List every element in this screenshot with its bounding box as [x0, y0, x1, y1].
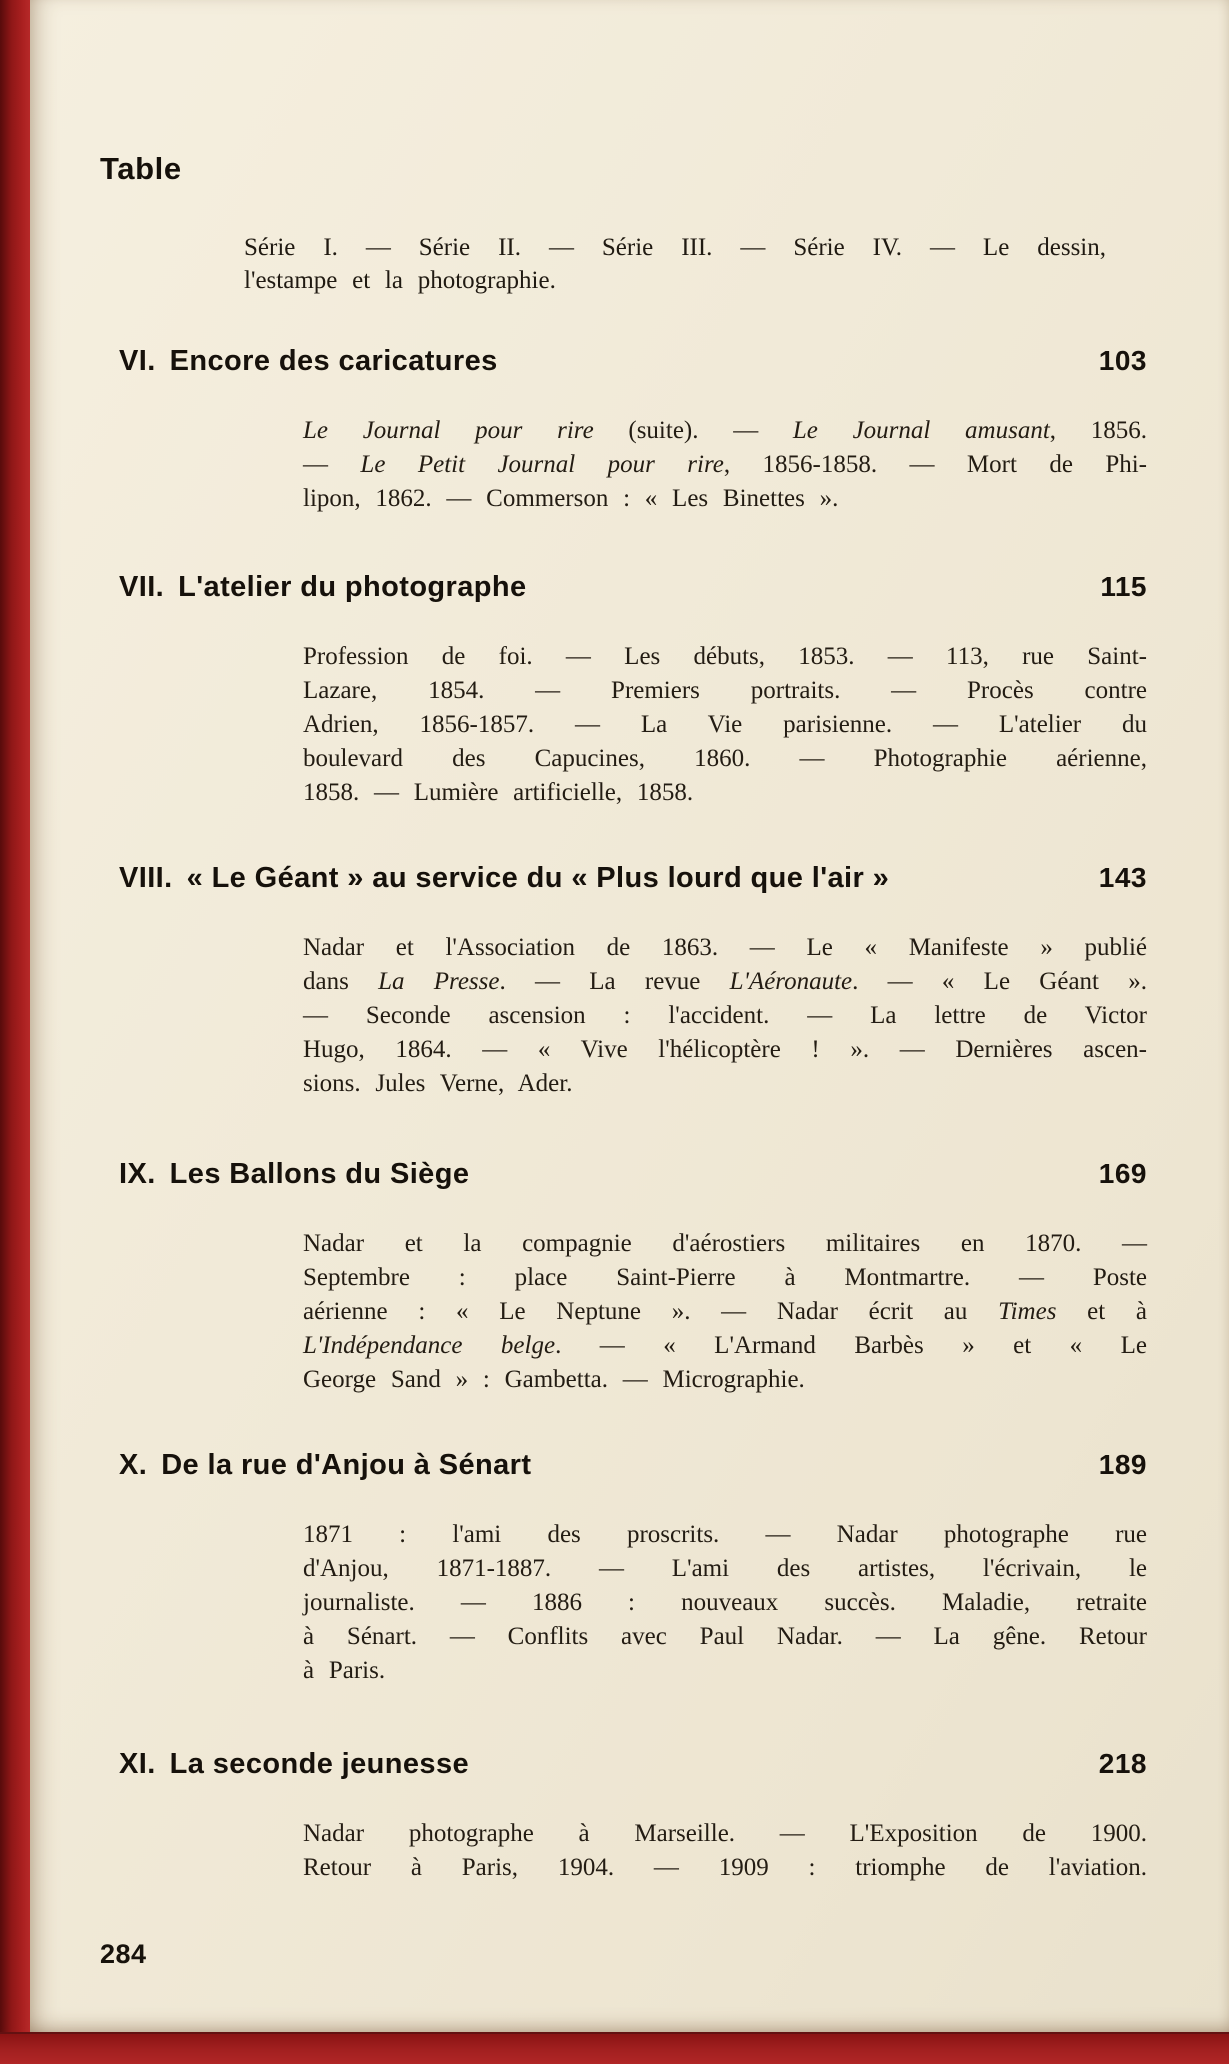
- text-line: [303, 1295, 1147, 1329]
- chapter-heading: [119, 1747, 1147, 1781]
- text-line: [303, 1654, 1147, 1688]
- text-segment: (suite). —: [593, 417, 793, 444]
- chapter-title: La seconde jeunesse: [169, 1748, 470, 1780]
- text-line: [303, 1261, 1147, 1295]
- chapter-heading: [119, 570, 1147, 604]
- text-segment: Série I. — Série II. — Série III. — Série IV. — Le dessin,: [244, 234, 1106, 261]
- text-segment: l'estampe et la photographie.: [244, 267, 556, 294]
- text-segment: George Sand » : Gambetta. — Micrographie.: [303, 1366, 805, 1393]
- text-line: [303, 640, 1147, 674]
- text-segment: , 1856.: [1049, 417, 1147, 444]
- chapter-heading: [119, 344, 1147, 378]
- chapter-page-number: 115: [1100, 571, 1147, 602]
- text-line: [303, 1552, 1147, 1586]
- chapter-page-number: 189: [1098, 1449, 1147, 1480]
- toc-entry: [119, 1448, 1147, 1688]
- text-segment: d'Anjou, 1871-1887. — L'ami des artistes, l'écrivain, le: [303, 1555, 1147, 1582]
- text-line: [303, 742, 1147, 776]
- text-line: [303, 1033, 1147, 1067]
- text-segment: à Sénart. — Conflits avec Paul Nadar. — La gêne. Retour: [303, 1623, 1147, 1650]
- page-title: Table: [100, 151, 182, 186]
- text-segment: à Paris.: [303, 1657, 386, 1684]
- text-segment: sions. Jules Verne, Ader.: [303, 1070, 573, 1097]
- italic-text-segment: Le Petit Journal pour rire: [360, 451, 724, 478]
- text-segment: Nadar et l'Association de 1863. — Le « Manifeste » publié: [303, 934, 1147, 961]
- text-segment: — Seconde ascension : l'accident. — La lettre de Victor: [303, 1002, 1147, 1029]
- text-segment: Septembre : place Saint-Pierre à Montmartre. — Poste: [303, 1264, 1147, 1291]
- chapter-summary: [303, 1227, 1147, 1397]
- text-line: [303, 1363, 1147, 1397]
- text-line: [303, 1227, 1147, 1261]
- text-segment: Hugo, 1864. — « Vive l'hélicoptère ! ». — Dernières ascen-: [303, 1036, 1147, 1063]
- text-segment: Lazare, 1854. — Premiers portraits. — Procès contre: [303, 677, 1147, 704]
- chapter-page-number: 143: [1098, 862, 1147, 893]
- chapter-summary: [303, 414, 1147, 516]
- italic-text-segment: L'Aéronaute: [729, 968, 853, 995]
- text-line: [303, 1817, 1147, 1851]
- text-segment: , 1856-1858. — Mort de Phi-: [723, 451, 1147, 478]
- text-line: [303, 482, 1147, 516]
- text-segment: Retour à Paris, 1904. — 1909 : triomphe de l'aviation.: [303, 1854, 1147, 1881]
- chapter-numeral: VI.: [119, 345, 156, 377]
- text-segment: 1858. — Lumière artificielle, 1858.: [303, 779, 694, 806]
- text-line: [303, 776, 1147, 810]
- text-line: [303, 414, 1147, 448]
- text-segment: . — « L'Armand Barbès » et « Le: [555, 1332, 1147, 1359]
- text-line: [303, 708, 1147, 742]
- chapter-title: Les Ballons du Siège: [169, 1158, 470, 1190]
- text-line: [303, 1518, 1147, 1552]
- chapter-heading: [119, 861, 1147, 895]
- folio-number: 284: [100, 1939, 147, 1969]
- chapter-heading: [119, 1448, 1147, 1482]
- chapter-title: L'atelier du photographe: [178, 571, 527, 603]
- italic-text-segment: Le Journal pour rire: [303, 417, 594, 444]
- italic-text-segment: La Presse: [378, 968, 500, 995]
- text-segment: dans: [303, 968, 379, 995]
- italic-text-segment: L'Indépendance belge: [303, 1332, 556, 1359]
- text-line: [303, 1067, 1147, 1101]
- text-segment: aérienne : « Le Neptune ». — Nadar écrit au: [303, 1298, 999, 1325]
- chapter-numeral: VII.: [119, 571, 165, 603]
- text-line: [303, 1329, 1147, 1363]
- toc-entry: [119, 861, 1147, 1101]
- text-segment: —: [303, 451, 361, 478]
- chapter-page-number: 218: [1098, 1748, 1147, 1779]
- text-segment: et à: [1056, 1298, 1147, 1325]
- chapter-summary: [303, 1518, 1147, 1688]
- chapter-page-number: 169: [1098, 1158, 1147, 1189]
- chapter-summary: [303, 931, 1147, 1101]
- toc-entry: [119, 1747, 1147, 1885]
- text-segment: boulevard des Capucines, 1860. — Photographie aérienne,: [303, 745, 1147, 772]
- chapter-title: De la rue d'Anjou à Sénart: [161, 1449, 532, 1481]
- text-segment: 1871 : l'ami des proscrits. — Nadar photographe rue: [303, 1521, 1147, 1548]
- text-line: [303, 1620, 1147, 1654]
- text-segment: journaliste. — 1886 : nouveaux succès. Maladie, retraite: [303, 1589, 1147, 1616]
- chapter-summary: [303, 640, 1147, 810]
- chapter-title: « Le Géant » au service du « Plus lourd que l'air »: [186, 862, 890, 894]
- chapter-summary: [303, 1817, 1147, 1885]
- text-line: [303, 931, 1147, 965]
- chapter-page-number: 103: [1098, 345, 1147, 376]
- text-segment: Nadar photographe à Marseille. — L'Exposition de 1900.: [303, 1820, 1147, 1847]
- italic-text-segment: Le Journal amusant: [792, 417, 1050, 444]
- chapter-numeral: XI.: [119, 1748, 156, 1780]
- text-line: [303, 448, 1147, 482]
- text-segment: lipon, 1862. — Commerson : « Les Binettes ».: [303, 485, 839, 512]
- chapter-numeral: VIII.: [119, 862, 173, 894]
- toc-entry: [119, 344, 1147, 516]
- chapter-title: Encore des caricatures: [169, 345, 498, 377]
- toc-entry: [119, 570, 1147, 810]
- text-segment: . — La revue: [499, 968, 730, 995]
- text-line: [303, 674, 1147, 708]
- toc-entry: [119, 1157, 1147, 1397]
- text-line: [303, 1586, 1147, 1620]
- text-segment: Nadar et la compagnie d'aérostiers militaires en 1870. —: [303, 1230, 1147, 1257]
- text-line: [303, 999, 1147, 1033]
- text-line: [303, 1851, 1147, 1885]
- text-segment: Profession de foi. — Les débuts, 1853. — 113, rue Saint-: [303, 643, 1147, 670]
- chapter-numeral: IX.: [119, 1158, 156, 1190]
- italic-text-segment: Times: [998, 1298, 1057, 1325]
- chapter-numeral: X.: [119, 1449, 148, 1481]
- text-line: [303, 965, 1147, 999]
- text-segment: Adrien, 1856-1857. — La Vie parisienne. — L'atelier du: [303, 711, 1147, 738]
- chapter-heading: [119, 1157, 1147, 1191]
- text-segment: . — « Le Géant ».: [852, 968, 1147, 995]
